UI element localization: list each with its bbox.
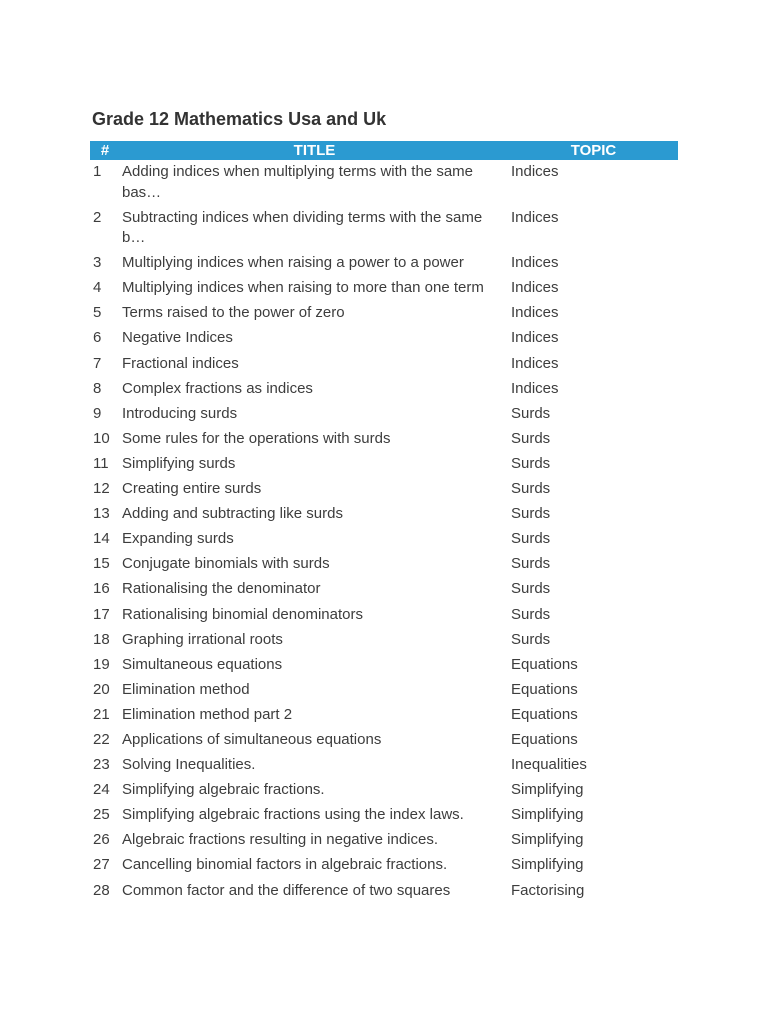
row-number: 18	[93, 630, 110, 648]
row-number: 21	[93, 705, 110, 723]
row-number: 9	[93, 404, 102, 422]
table-row	[90, 728, 678, 753]
row-topic: Equations	[511, 655, 578, 673]
row-number: 6	[93, 329, 102, 347]
column-header-topic: TOPIC	[509, 141, 678, 160]
row-topic: Indices	[511, 163, 559, 180]
row-number: 1	[93, 163, 102, 180]
row-title: Graphing irrational roots	[122, 630, 283, 648]
table-body	[90, 160, 678, 904]
row-number: 7	[93, 354, 102, 372]
column-header-number: #	[90, 141, 120, 160]
row-number: 16	[93, 580, 110, 598]
table-row	[90, 678, 678, 703]
row-number: 4	[93, 279, 102, 297]
row-title: Elimination method	[122, 680, 250, 698]
row-number: 25	[93, 806, 110, 824]
row-number: 15	[93, 555, 110, 573]
row-topic: Surds	[511, 505, 551, 523]
row-title: Negative Indices	[122, 329, 233, 347]
row-number: 17	[93, 605, 110, 623]
row-number: 5	[93, 304, 102, 322]
row-title: Some rules for the operations with surds	[122, 429, 391, 447]
row-topic: Factorising	[511, 881, 585, 899]
row-number: 2	[93, 208, 102, 226]
row-number: 28	[93, 881, 110, 899]
row-title: Simultaneous equations	[122, 655, 283, 673]
row-number: 26	[93, 831, 110, 849]
row-title: Fractional indices	[122, 354, 239, 372]
table-row	[90, 276, 678, 301]
table-row	[90, 527, 678, 552]
table-row	[90, 853, 678, 878]
row-title: Cancelling binomial factors in algebraic fractions.	[122, 856, 448, 874]
row-topic: Surds	[511, 555, 551, 573]
table-row	[90, 352, 678, 377]
row-number: 14	[93, 530, 110, 548]
table-header	[90, 141, 678, 160]
row-number: 11	[93, 454, 109, 472]
row-number: 20	[93, 680, 110, 698]
row-topic: Surds	[511, 429, 551, 447]
row-title: Creating entire surds	[122, 480, 262, 498]
row-title: Introducing surds	[122, 404, 238, 422]
row-topic: Surds	[511, 454, 551, 472]
row-number: 24	[93, 781, 110, 799]
table-row	[90, 628, 678, 653]
table-row	[90, 326, 678, 351]
row-title: Common factor and the difference of two squares	[122, 881, 451, 899]
row-topic: Surds	[511, 480, 551, 498]
column-header-title: TITLE	[120, 141, 509, 160]
table-row	[90, 301, 678, 326]
row-topic: Surds	[511, 530, 551, 548]
row-number: 27	[93, 856, 110, 874]
row-title: Adding indices when multiplying terms with the same bas…	[122, 163, 473, 201]
row-number: 13	[93, 505, 110, 523]
row-title: Applications of simultaneous equations	[122, 730, 382, 748]
row-title: Simplifying algebraic fractions using the index laws.	[122, 806, 464, 824]
table-row	[90, 753, 678, 778]
table-row	[90, 879, 678, 904]
table-row	[90, 603, 678, 628]
row-topic: Indices	[511, 279, 559, 297]
table-row	[90, 477, 678, 502]
row-title: Expanding surds	[122, 530, 234, 548]
row-topic: Indices	[511, 354, 559, 372]
row-topic: Indices	[511, 304, 559, 322]
row-title: Elimination method part 2	[122, 705, 293, 723]
row-topic: Surds	[511, 630, 551, 648]
table-row	[90, 653, 678, 678]
row-title: Multiplying indices when raising a power to a power	[122, 254, 464, 272]
row-title: Algebraic fractions resulting in negative indices.	[122, 831, 439, 849]
row-topic: Simplifying	[511, 806, 584, 824]
row-number: 12	[93, 480, 110, 498]
row-number: 19	[93, 655, 110, 673]
table-row	[90, 552, 678, 577]
row-topic: Indices	[511, 379, 559, 397]
row-topic: Indices	[511, 208, 559, 226]
row-title: Solving Inequalities.	[122, 756, 256, 774]
table-row	[90, 703, 678, 728]
row-number: 23	[93, 756, 110, 774]
document	[90, 108, 678, 904]
row-topic: Indices	[511, 254, 559, 272]
row-title: Multiplying indices when raising to more than one term	[122, 279, 484, 297]
row-title: Simplifying algebraic fractions.	[122, 781, 325, 799]
table-row	[90, 502, 678, 527]
row-topic: Simplifying	[511, 781, 584, 799]
table-row	[90, 577, 678, 602]
row-topic: Indices	[511, 329, 559, 347]
row-number: 22	[93, 730, 110, 748]
row-title: Rationalising binomial denominators	[122, 605, 363, 623]
table-row	[90, 251, 678, 276]
row-topic: Surds	[511, 605, 551, 623]
row-topic: Simplifying	[511, 856, 584, 874]
table-row	[90, 427, 678, 452]
row-title: Rationalising the denominator	[122, 580, 321, 598]
row-topic: Surds	[511, 580, 551, 598]
table-row	[90, 778, 678, 803]
table-row	[90, 160, 678, 206]
row-topic: Surds	[511, 404, 551, 422]
row-number: 8	[93, 379, 102, 397]
table-row	[90, 803, 678, 828]
row-topic: Simplifying	[511, 831, 584, 849]
table-row	[90, 377, 678, 402]
table-row	[90, 452, 678, 477]
row-topic: Equations	[511, 705, 578, 723]
row-title: Complex fractions as indices	[122, 379, 313, 397]
row-topic: Inequalities	[511, 756, 587, 774]
row-title: Simplifying surds	[122, 454, 236, 472]
topics-table	[90, 141, 678, 904]
row-title: Terms raised to the power of zero	[122, 304, 345, 322]
row-number: 10	[93, 429, 110, 447]
row-topic: Equations	[511, 730, 578, 748]
table-row	[90, 828, 678, 853]
row-title: Subtracting indices when dividing terms with the same b…	[122, 208, 483, 247]
table-row	[90, 402, 678, 427]
row-topic: Equations	[511, 680, 578, 698]
document-title: Grade 12 Mathematics Usa and Uk	[92, 109, 387, 129]
row-title: Conjugate binomials with surds	[122, 555, 330, 573]
table-row	[90, 206, 678, 252]
row-number: 3	[93, 254, 102, 272]
table-header-row	[90, 141, 678, 160]
row-title: Adding and subtracting like surds	[122, 505, 343, 523]
